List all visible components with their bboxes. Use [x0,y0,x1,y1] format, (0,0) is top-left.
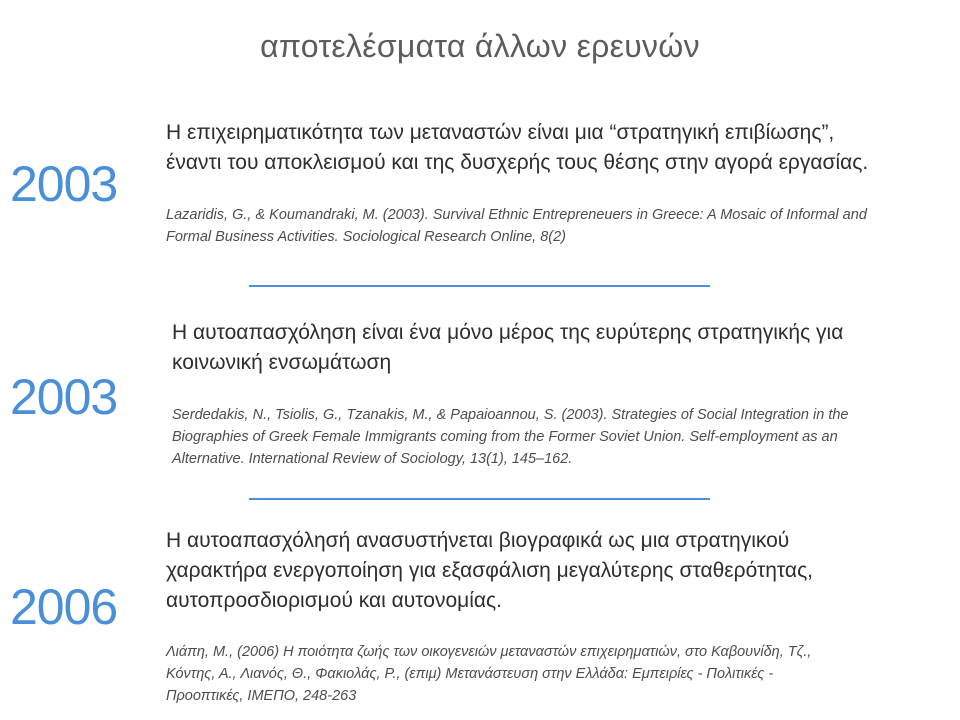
citation-line: Formal Business Activities. Sociological Research Online, 8(2) [166,229,566,245]
citation-line: Κόντης, Α., Λιανός, Θ., Φακιολάς, Ρ., (επιμ) Μετανάστευση στην Ελλάδα: Εμπειρίες - Πολιτικές - [166,666,774,682]
citation-line: Λιάπη, Μ., (2006) Η ποιότητα ζωής των οικογενειών μεταναστών επιχειρηματιών, στο Καβουνίδη, Τζ., [166,644,812,660]
entry-statement [166,526,813,616]
statement-line: έναντι του αποκλεισμού και της δυσχερής τους θέσης στην αγορά εργασίας. [166,151,869,174]
statement-line: αυτοπροσδιορισμού και αυτονομίας. [166,589,503,612]
entry-statement [172,318,843,378]
entry-citation [166,641,811,707]
citation-line: Alternative. International Review of Sociology, 13(1), 145–162. [172,451,573,467]
statement-line: Η αυτοαπασχόλησή ανασυστήνεται βιογραφικά ως μια στρατηγικού [166,529,790,552]
citation-line: Lazaridis, G., & Koumandraki, M. (2003). Survival Ethnic Entrepreneuers in Greece: A Mosaic of Informal and [166,207,867,223]
statement-line: κοινωνική ενσωμάτωση [172,351,392,374]
entry-citation [172,404,848,470]
citation-line: Προοπτικές, ΙΜΕΠΟ, 248-263 [166,688,357,704]
entry-citation [166,204,867,248]
statement-line: Η αυτοαπασχόληση είναι ένα μόνο μέρος της ευρύτερης στρατηγικής για [172,321,844,344]
statement-line: χαρακτήρα ενεργοποίηση για εξασφάλιση μεγαλύτερης σταθερότητας, [166,559,814,582]
statement-line: Η επιχειρηματικότητα των μεταναστών είναι μια “στρατηγική επιβίωσης”, [166,121,835,144]
slide-title: αποτελέσματα άλλων ερευνών [260,28,700,64]
entry-year: 2003 [10,156,118,212]
entry-year: 2003 [10,369,118,425]
entry-year: 2006 [10,579,118,635]
section-divider [249,285,710,287]
entry-statement [166,118,868,178]
section-divider [249,498,710,500]
citation-line: Biographies of Greek Female Immigrants coming from the Former Soviet Union. Self-employment as an [172,429,838,445]
citation-line: Serdedakis, N., Tsiolis, G., Tzanakis, M., & Papaioannou, S. (2003). Strategies of Social Integration in the [172,407,849,423]
